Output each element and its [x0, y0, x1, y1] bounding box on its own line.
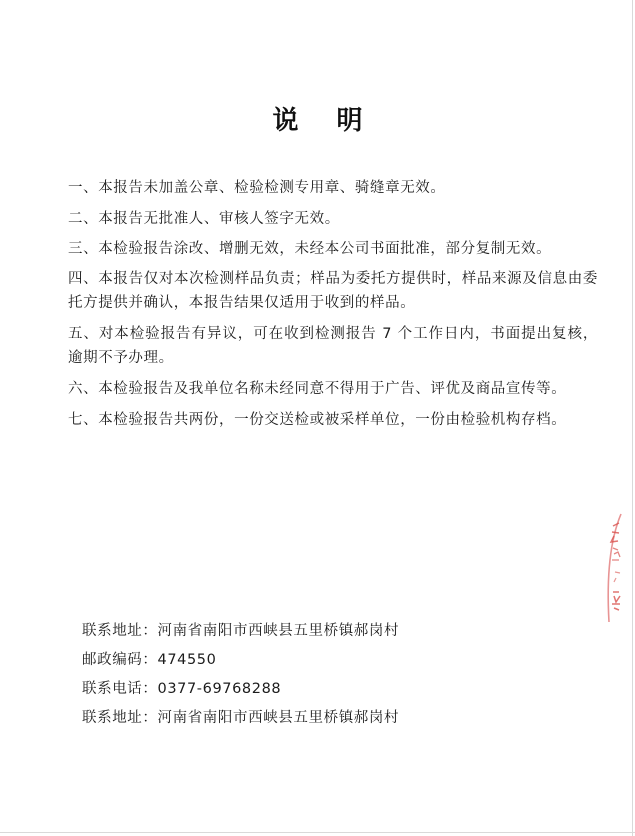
contact-address-2: 联系地址：河南省南阳市西峡县五里桥镇郝岗村 — [82, 710, 400, 726]
contact-info — [82, 620, 562, 736]
notice-item-5: 五、对本检验报告有异议，可在收到检测报告 7 个工作日内，书面提出复核，逾期不予办理。 — [68, 326, 598, 366]
notice-item-7: 七、本检验报告共两份，一份交送检或被采样单位，一份由检验机构存档。 — [68, 412, 567, 428]
page-title: 说明 — [272, 106, 401, 136]
contact-postcode: 邮政编码：474550 — [82, 652, 217, 668]
notice-item-4: 四、本报告仅对本次检测样品负责；样品为委托方提供时，样品来源及信息由委托方提供并确认，本报告结果仅适用于收到的样品。 — [68, 271, 598, 311]
page-edge-bottom — [0, 832, 635, 833]
contact-address: 联系地址：河南省南阳市西峡县五里桥镇郝岗村 — [82, 623, 400, 639]
seal-stamp-icon — [599, 512, 629, 624]
notice-list — [68, 176, 598, 439]
notice-item-1: 一、本报告未加盖公章、检验检测专用章、骑缝章无效。 — [68, 180, 446, 196]
notice-item-3: 三、本检验报告涂改、增删无效，未经本公司书面批准，部分复制无效。 — [68, 241, 552, 257]
notice-item-2: 二、本报告无批准人、审核人签字无效。 — [68, 211, 340, 227]
notice-item-6: 六、本检验报告及我单位名称未经同意不得用于广告、评优及商品宣传等。 — [68, 381, 567, 397]
contact-phone: 联系电话：0377-69768288 — [82, 681, 282, 697]
